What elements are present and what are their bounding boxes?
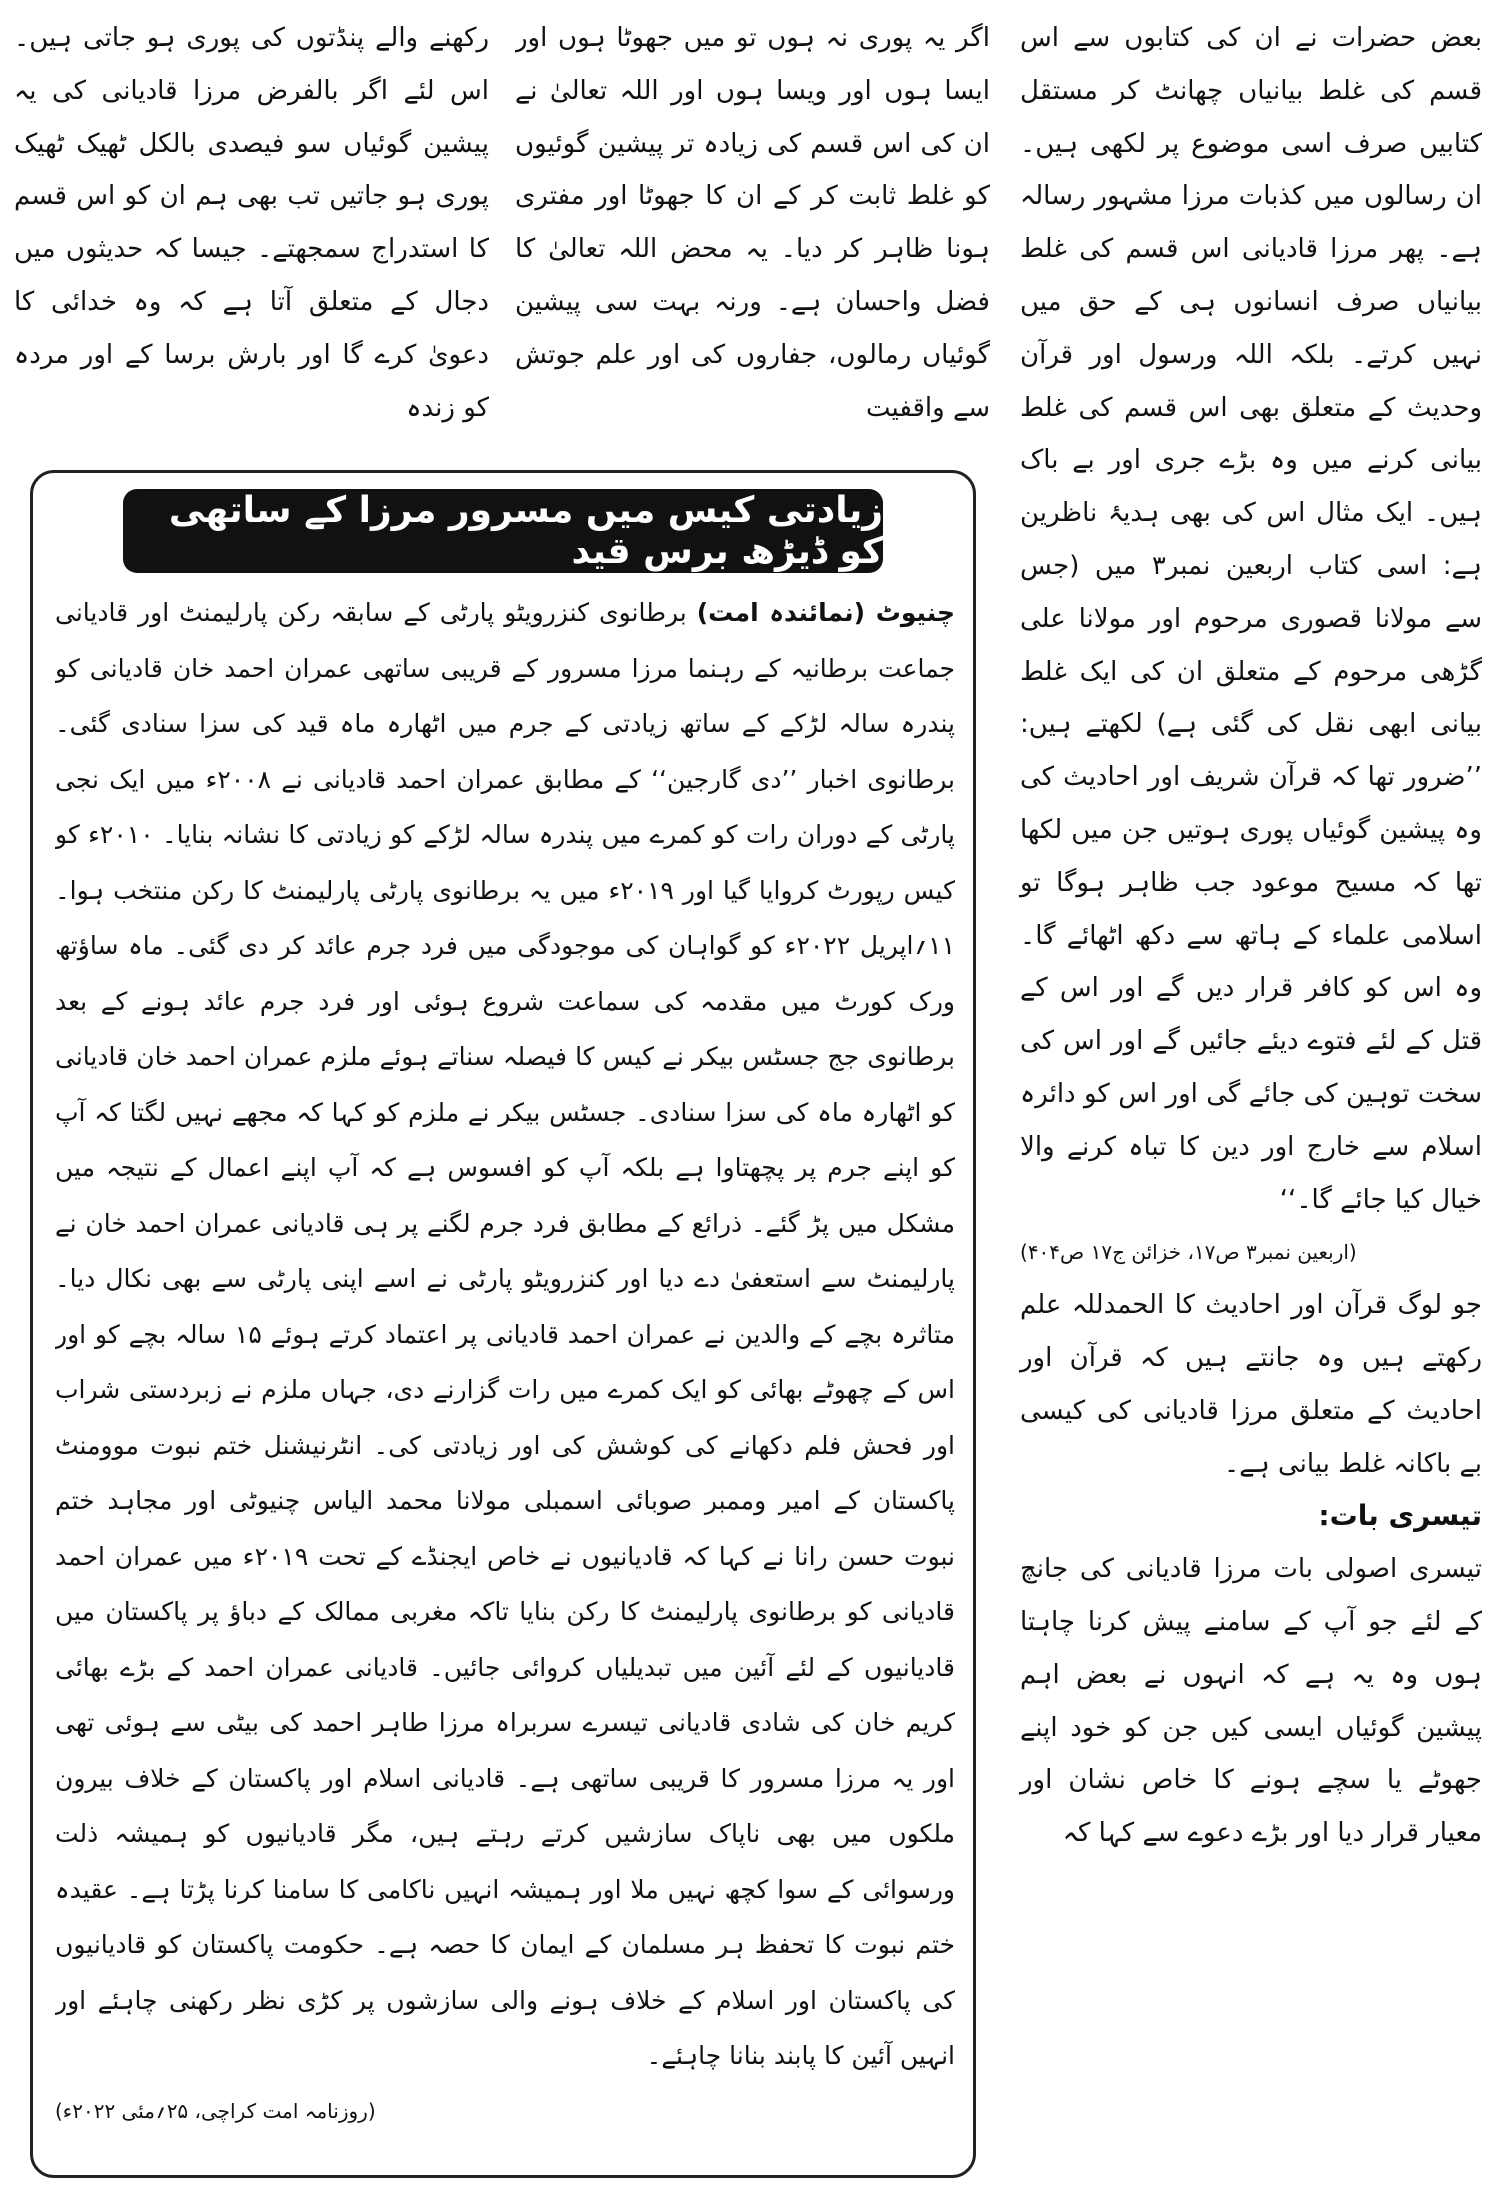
center-column-text: اگر یہ پوری نہ ہوں تو میں جھوٹا ہوں اور ایسا ہوں اور ویسا ہوں اور اللہ تعالیٰ نے ان کی اس قسم کی زیادہ تر پیشین گوئیوں کو غلط ثابت کر کے ان کا جھوٹا اور مفتری ہونا ظاہر کر دیا۔ یہ محض اللہ تعالیٰ کا فضل واحسان ہے۔ ورنہ بہت سی پیشین گوئیاں رمالوں، جفاروں کی اور علم جوتش سے واقفیت: [515, 23, 990, 423]
section-heading: تیسری بات:: [1318, 1499, 1482, 1533]
center-column: [515, 12, 990, 472]
news-dateline: چنیوٹ (نمائندہ امت): [696, 598, 955, 627]
left-column: [14, 12, 489, 472]
right-column-paragraph-2: جو لوگ قرآن اور احادیث کا الحمدللہ علم رکھتے ہیں وہ جانتے ہیں کہ قرآن اور احادیث کے متعلق مرزا قادیانی کی کیسی بے باکانہ غلط بیانی ہے۔: [1020, 1290, 1482, 1479]
news-source: (روزنامہ امت کراچی، ۲۵؍مئی ۲۰۲۲ء): [55, 2098, 376, 2123]
right-column-paragraph-3: تیسری اصولی بات مرزا قادیانی کی جانچ کے لئے جو آپ کے سامنے پیش کرنا چاہتا ہوں وہ یہ ہے کہ انہوں نے بعض اہم پیشین گوئیاں ایسی کیں جن کو خود اپنے جھوٹے یا سچے ہونے کا خاص نشان اور معیار قرار دیا اور بڑے دعوے سے کہا کہ: [1020, 1554, 1482, 1849]
news-body: برطانوی کنزرویٹو پارٹی کے سابقہ رکن پارلیمنٹ اور قادیانی جماعت برطانیہ کے رہنما مرزا مسرور کے قریبی ساتھی عمران احمد خان قادیانی کو پندرہ سالہ لڑکے کے ساتھ زیادتی کے جرم میں اٹھارہ ماہ قید کی سزا سنادی گئی۔ برطانوی اخبار ’’دی گارجین‘‘ کے مطابق عمران احمد قادیانی نے ۲۰۰۸ء میں ایک نجی پارٹی کے دوران رات کو کمرے میں پندرہ سالہ لڑکے کو زیادتی کا نشانہ بنایا۔ ۲۰۱۰ء کو کیس رپورٹ کروایا گیا اور ۲۰۱۹ء میں یہ برطانوی پارٹی پارلیمنٹ کا رکن منتخب ہوا۔ ۱۱؍اپریل ۲۰۲۲ء کو گواہان کی موجودگی میں فرد جرم عائد کر دی گئی۔ ماہ ساؤتھ ورک کورٹ میں مقدمہ کی سماعت شروع ہوئی اور فرد جرم عائد ہونے کے بعد برطانوی جج جسٹس بیکر نے کیس کا فیصلہ سناتے ہوئے ملزم عمران احمد خان قادیانی کو اٹھارہ ماہ کی سزا سنادی۔ جسٹس بیکر نے ملزم کو کہا کہ مجھے نہیں لگتا کہ آپ کو اپنے جرم پر پچھتاوا ہے بلکہ آپ کو افسوس ہے کہ آپ اپنے اعمال کے نتیجہ میں مشکل میں پڑ گئے۔ ذرائع کے مطابق فرد جرم لگنے پر ہی قادیانی عمران احمد خان نے پارلیمنٹ سے استعفیٰ دے دیا اور کنزرویٹو پارٹی نے اسے اپنی پارٹی سے بھی نکال دیا۔ متاثرہ بچے کے والدین نے عمران احمد قادیانی پر اعتماد کرتے ہوئے ۱۵ سالہ بچے کو اور اس کے چھوٹے بھائی کو ایک کمرے میں رات گزارنے دی، جہاں ملزم نے زبردستی شراب اور فحش فلم دکھانے کی کوشش کی اور زیادتی کی۔ انٹرنیشنل ختم نبوت موومنٹ پاکستان کے امیر وممبر صوبائی اسمبلی مولانا محمد الیاس چنیوٹی اور مجاہد ختم نبوت حسن رانا نے کہا کہ قادیانیوں نے خاص ایجنڈے کے تحت ۲۰۱۹ء میں عمران احمد قادیانی کو برطانوی پارلیمنٹ کا رکن بنایا تاکہ مغربی ممالک کے دباؤ پر پاکستان میں قادیانیوں کے لئے آئین میں تبدیلیاں کروائی جائیں۔ قادیانی عمران احمد کے بڑے بھائی کریم خان کی شادی قادیانی تیسرے سربراہ مرزا طاہر احمد کی بیٹی سے ہوئی تھی اور یہ مرزا مسرور کا قریبی ساتھی ہے۔ قادیانی اسلام اور پاکستان کے خلاف بیرون ملکوں میں بھی ناپاک سازشیں کرتے رہتے ہیں، مگر قادیانیوں کو ہمیشہ ذلت ورسوائی کے سوا کچھ نہیں ملا اور ہمیشہ انہیں ناکامی کا سامنا کرنا پڑتا ہے۔ عقیدہ ختم نبوت کا تحفظ ہر مسلمان کے ایمان کا حصہ ہے۔ حکومت پاکستان کو قادیانیوں کی پاکستان اور اسلام کے خلاف ہونے والی سازشوں پر کڑی نظر رکھنی چاہئے اور انہیں آئین کا پابند بنانا چاہئے۔: [55, 598, 955, 2070]
news-box: [30, 470, 976, 2178]
reference-citation: (اربعین نمبر۳ ص۱۷، خزائن ج۱۷ ص۴۰۴): [1020, 1240, 1357, 1265]
right-column-paragraph-1: بعض حضرات نے ان کی کتابوں سے اس قسم کی غلط بیانیاں چھانٹ کر مستقل کتابیں صرف اسی موضوع پر لکھی ہیں۔ ان رسالوں میں کذبات مرزا مشہور رسالہ ہے۔ پھر مرزا قادیانی اس قسم کی غلط بیانیاں صرف انسانوں ہی کے حق میں نہیں کرتے۔ بلکہ اللہ ورسول اور قرآن وحدیث کے متعلق بھی اس قسم کی غلط بیانی کرنے میں وہ بڑے جری اور بے باک ہیں۔ ایک مثال اس کی بھی ہدیۂ ناظرین ہے: اسی کتاب اربعین نمبر۳ میں (جس سے مولانا قصوری مرحوم اور مولانا علی گڑھی مرحوم کے متعلق ان کی ایک غلط بیانی ابھی نقل کی گئی ہے) لکھتے ہیں: ’’ضرور تھا کہ قرآن شریف اور احادیث کی وہ پیشین گوئیاں پوری ہوتیں جن میں لکھا تھا کہ مسیح موعود جب ظاہر ہوگا تو اسلامی علماء کے ہاتھ سے دکھ اٹھائے گا۔ وہ اس کو کافر قرار دیں گے اور اس کے قتل کے لئے فتوے دیئے جائیں گے اور اس کی سخت توہین کی جائے گی اور اس کو دائرہ اسلام سے خارج اور دین کا تباہ کرنے والا خیال کیا جائے گا۔‘‘: [1020, 23, 1482, 1215]
news-article: [55, 585, 955, 2165]
left-column-text: رکھنے والے پنڈتوں کی پوری ہو جاتی ہیں۔ اس لئے اگر بالفرض مرزا قادیانی کی یہ پیشین گوئیاں سو فیصدی بالکل ٹھیک ٹھیک پوری ہو جاتیں تب بھی ہم ان کو اس قسم کا استدراج سمجھتے۔ جیسا کہ حدیثوں میں دجال کے متعلق آتا ہے کہ وہ خدائی کا دعویٰ کرے گا اور بارش برسا کے اور مردہ کو زندہ: [14, 23, 489, 423]
right-column: [1020, 12, 1482, 2187]
news-headline: زیادتی کیس میں مسرور مرزا کے ساتھی کو ڈیڑھ برس قید: [123, 489, 883, 573]
